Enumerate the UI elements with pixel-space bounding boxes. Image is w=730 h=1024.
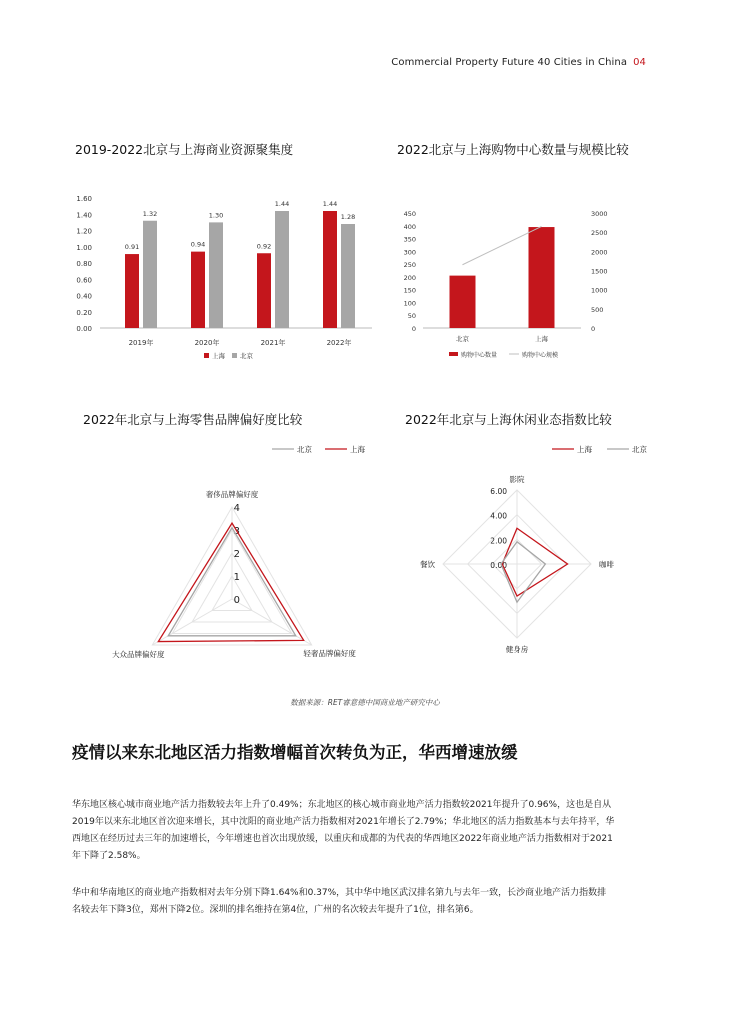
axis-label: 健身房 [505,645,529,654]
legend-label: 购物中心数量 [461,352,498,359]
axis-label: 咖啡 [599,560,614,569]
y-tick-label: 0.00 [76,325,92,333]
page-number: 04 [633,57,646,68]
chart4-radar-chart [380,435,680,665]
bar-购物中心数量 [450,276,476,328]
chart3-radar-chart [60,435,380,665]
radar-series-上海 [158,523,303,641]
bar-上海 [125,254,139,328]
x-tick-label: 2021年 [260,339,286,347]
chart1-title: 2019-2022北京与上海商业资源聚集度 [75,142,294,157]
y-right-tick-label: 2000 [591,248,608,257]
chart4-title: 2022年北京与上海休闲业态指数比较 [405,412,612,427]
y-right-tick-label: 1500 [591,267,608,276]
y-left-tick-label: 150 [403,286,416,295]
header-title: Commercial Property Future 40 Cities in China [391,57,628,68]
x-tick-label: 2020年 [194,339,220,347]
p1-line: 年下降了2.58%。 [72,851,146,861]
y-left-tick-label: 100 [403,299,416,308]
data-label: 1.30 [208,211,224,220]
data-source-note: 数据来源：RET睿意德中国商业地产研究中心 [290,698,440,707]
p1-line: 西地区在经历过去三年的加速增长，今年增速也首次出现放缓，以重庆和成都的为代表的华西地区2022年商业地产活力指数相对于2021 [72,834,613,844]
p1-line: 华东地区核心城市商业地产活力指数较去年上升了0.49%；东北地区的核心城市商业地产活力指数较2021年提升了0.96%，这也是自从 [72,800,612,810]
radial-tick-label: 4 [233,503,240,514]
bar-北京 [209,222,223,328]
x-tick-label: 北京 [456,335,469,343]
chart2-combo-chart [395,200,645,370]
radial-tick-label: 3 [233,526,240,537]
section-heading: 疫情以来东北地区活力指数增幅首次转负为正，华西增速放缓 [72,743,518,762]
bar-购物中心数量 [529,227,555,328]
radial-tick-label: 0.00 [490,561,507,570]
axis-label: 大众品牌偏好度 [112,650,165,659]
y-left-tick-label: 400 [403,222,416,231]
y-tick-label: 0.20 [76,308,92,317]
y-left-tick-label: 50 [407,312,416,321]
radar-series-上海 [502,528,567,596]
bar-上海 [191,252,205,328]
chart1-bar-chart [70,190,380,375]
chart2-title: 2022北京与上海购物中心数量与规模比较 [397,142,629,157]
radial-tick-label: 4.00 [490,511,507,521]
axis-label: 奢侈品牌偏好度 [205,490,259,499]
legend-swatch [449,352,458,356]
paragraph-1 [72,797,658,865]
y-left-tick-label: 350 [403,235,416,244]
y-left-tick-label: 450 [403,210,416,218]
legend-label: 北京 [297,445,312,454]
bar-北京 [143,221,157,328]
bar-上海 [323,211,337,328]
y-right-tick-label: 1000 [591,286,608,295]
y-tick-label: 0.80 [76,260,92,268]
data-label: 0.94 [190,240,206,249]
legend-swatch [232,353,237,358]
data-label: 1.32 [142,209,158,218]
axis-label: 轻奢品牌偏好度 [303,649,356,658]
radial-tick-label: 2 [233,549,240,560]
y-tick-label: 1.20 [76,227,92,236]
bar-北京 [341,224,355,328]
paragraph-2 [72,885,658,919]
data-label: 1.44 [274,200,290,208]
bar-北京 [275,211,289,328]
y-right-tick-label: 2500 [591,229,608,238]
radial-tick-label: 1 [233,572,240,583]
legend-label: 北京 [632,445,647,454]
x-tick-label: 2022年 [326,339,352,347]
data-label: 1.44 [322,200,338,208]
x-tick-label: 2019年 [128,339,154,347]
axis-label: 餐饮 [420,560,435,569]
data-label: 0.91 [124,243,140,252]
p2-line: 名较去年下降3位，郑州下降2位。深圳的排名维持在第4位，广州的名次较去年提升了1位，排名第6。 [72,905,479,915]
y-left-tick-label: 300 [403,248,416,257]
radial-tick-label: 6.00 [490,487,507,496]
axis-label: 影院 [509,475,525,484]
y-tick-label: 1.00 [76,243,92,252]
legend-swatch [204,353,209,358]
y-left-tick-label: 0 [411,325,416,333]
legend-label: 上海 [577,445,592,454]
legend-label: 购物中心规模 [522,352,559,359]
y-tick-label: 1.40 [76,211,92,220]
y-right-tick-label: 500 [591,305,604,314]
bar-上海 [257,253,271,328]
chart3-title: 2022年北京与上海零售品牌偏好度比较 [83,412,303,427]
data-label: 1.28 [340,213,356,221]
legend-label: 北京 [240,352,253,360]
page-header [391,57,646,68]
p2-line: 华中和华南地区的商业地产指数相对去年分别下降1.64%和0.37%，其中华中地区武汉排名第九与去年一致，长沙商业地产活力指数排 [72,888,607,898]
y-left-tick-label: 250 [403,261,416,270]
p1-line: 2019年以来东北地区首次迎来增长，其中沈阳的商业地产活力指数相对2021年增长了2.79%；华北地区的活力指数基本与去年持平，华 [72,817,615,827]
y-right-tick-label: 3000 [591,210,608,218]
legend-label: 上海 [212,352,225,360]
x-tick-label: 上海 [535,335,548,343]
y-tick-label: 0.60 [76,276,92,285]
radial-tick-label: 2.00 [490,536,507,546]
y-left-tick-label: 200 [403,273,416,282]
legend-label: 上海 [350,445,365,454]
y-right-tick-label: 0 [591,325,596,333]
radial-tick-label: 0 [233,595,240,606]
y-tick-label: 1.60 [76,195,92,203]
y-tick-label: 0.40 [76,292,92,301]
data-label: 0.92 [256,242,272,251]
